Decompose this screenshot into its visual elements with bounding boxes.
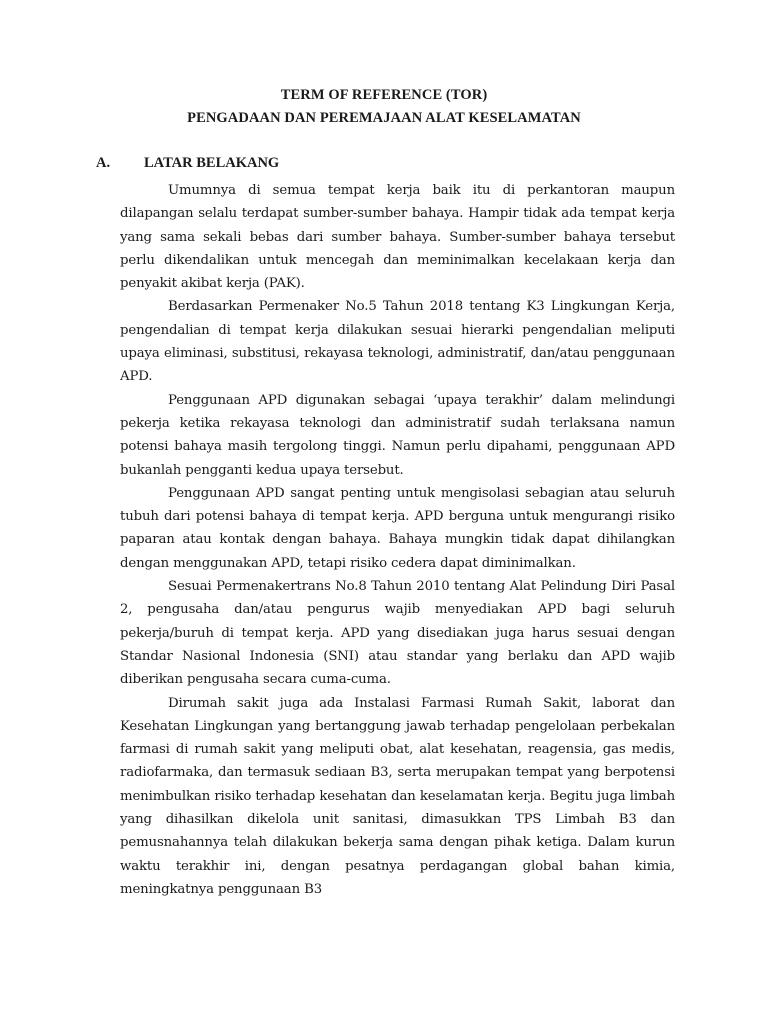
section-title: LATAR BELAKANG xyxy=(144,155,280,171)
document-title: TERM OF REFERENCE (TOR) xyxy=(280,87,488,103)
document-subtitle: PENGADAAN DAN PEREMAJAAN ALAT KESELAMATAN xyxy=(187,110,581,126)
paragraph: Umumnya di semua tempat kerja baik itu di perkantoran maupun dilapangan selalu terdapat sumber-sumber bahaya. Hampir tidak ada tempat kerja yang sama sekali bebas dari sumber bahaya. Sumber-sumber bahaya tersebut perlu dikendalikan untuk mencegah dan meminimalkan kecelakaan kerja dan penyakit akibat kerja (PAK). xyxy=(120,183,675,292)
paragraph: Penggunaan APD sangat penting untuk mengisolasi sebagian atau seluruh tubuh dari potensi bahaya di tempat kerja. APD berguna untuk mengurangi risiko paparan atau kontak dengan bahaya. Bahaya mungkin tidak dapat dihilangkan dengan menggunakan APD, tetapi risiko cedera dapat diminimalkan. xyxy=(120,485,675,571)
section-letter: A. xyxy=(96,155,111,171)
section-body xyxy=(120,179,675,901)
paragraph: Penggunaan APD digunakan sebagai ‘upaya terakhir’ dalam melindungi pekerja ketika rekayasa teknologi dan administratif sudah terlaksana namun potensi bahaya masih tergolong tinggi. Namun perlu dipahami, penggunaan APD bukanlah pengganti kedua upaya tersebut. xyxy=(120,392,675,478)
section-heading xyxy=(96,155,279,172)
paragraph: Dirumah sakit juga ada Instalasi Farmasi Rumah Sakit, laborat dan Kesehatan Lingkungan yang bertanggung jawab terhadap pengelolaan perbekalan farmasi di rumah sakit yang meliputi obat, alat kesehatan, reagensia, gas medis, radiofarmaka, dan termasuk sediaan B3, serta merupakan tempat yang berpotensi menimbulkan risiko terhadap kesehatan dan keselamatan kerja. Begitu juga limbah yang dihasilkan dikelola unit sanitasi, dimasukkan TPS Limbah B3 dan pemusnahannya telah dilakukan bekerja sama dengan pihak ketiga. Dalam kurun waktu terakhir ini, dengan pesatnya perdagangan global bahan kimia, meningkatnya penggunaan B3 xyxy=(120,695,675,897)
paragraph: Berdasarkan Permenaker No.5 Tahun 2018 tentang K3 Lingkungan Kerja, pengendalian di tempat kerja dilakukan sesuai hierarki pengendalian meliputi upaya eliminasi, substitusi, rekayasa teknologi, administratif, dan/atau penggunaan APD. xyxy=(120,299,675,385)
paragraph: Sesuai Permenakertrans No.8 Tahun 2010 tentang Alat Pelindung Diri Pasal 2, pengusaha dan/atau pengurus wajib menyediakan APD bagi seluruh pekerja/buruh di tempat kerja. APD yang disediakan juga harus sesuai dengan Standar Nasional Indonesia (SNI) atau standar yang berlaku dan APD wajib diberikan pengusaha secara cuma-cuma. xyxy=(120,579,675,688)
